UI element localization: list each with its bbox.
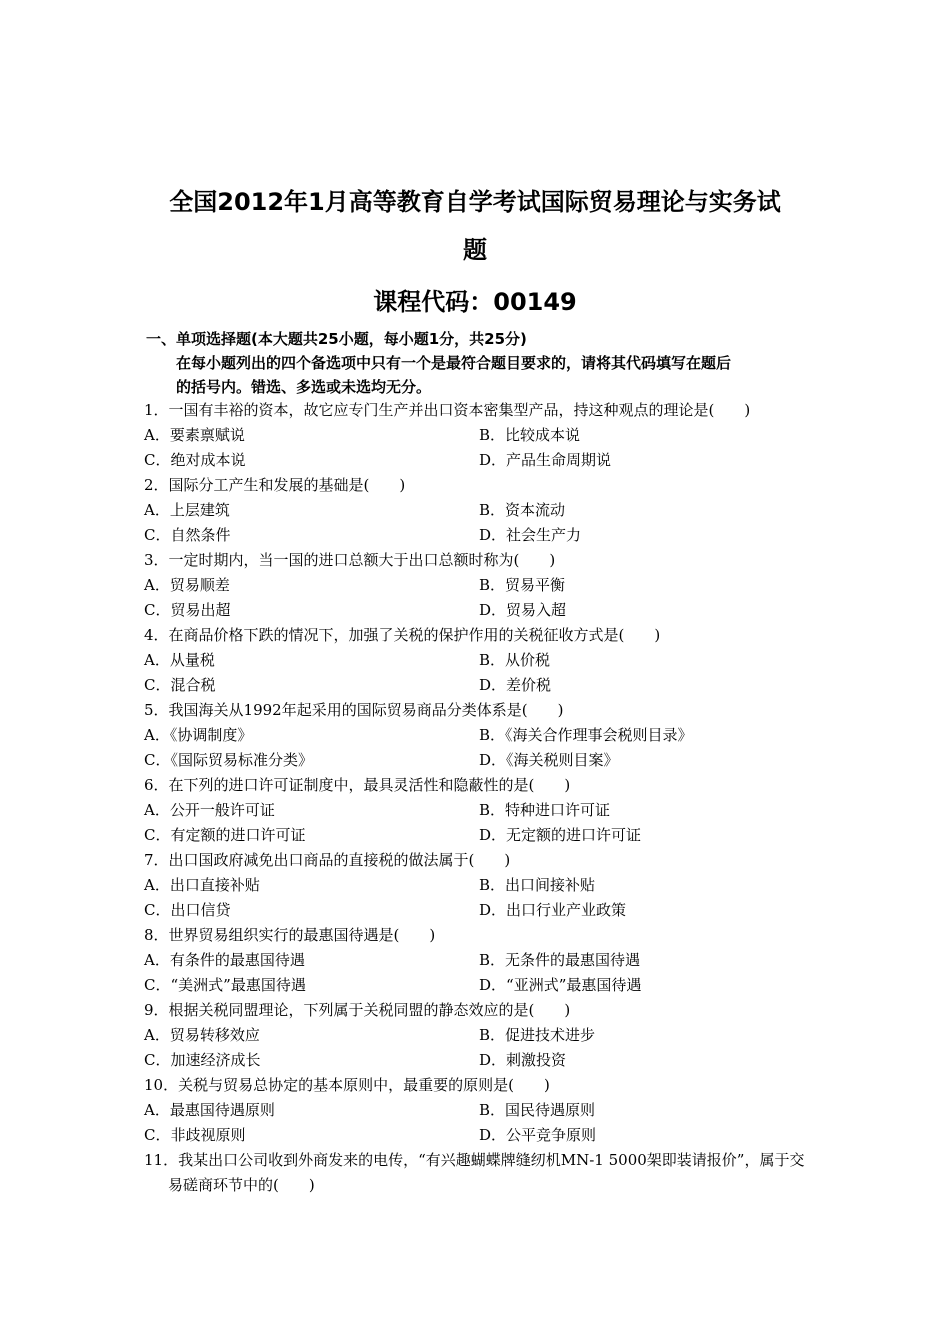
options-row xyxy=(144,823,814,848)
question-stem-6: 6．在下列的进口许可证制度中，最具灵活性和隐蔽性的是( ) xyxy=(144,776,571,794)
option-b: B．国民待遇原则 xyxy=(479,1101,596,1119)
options-row xyxy=(144,898,814,923)
options-row xyxy=(144,1123,814,1148)
option-d: D．无定额的进口许可证 xyxy=(479,826,642,844)
options-row xyxy=(144,573,814,598)
question-stem-3: 3．一定时期内，当一国的进口总额大于出口总额时称为( ) xyxy=(144,551,556,569)
section-heading: 一、单项选择题(本大题共25小题，每小题1分，共25分) xyxy=(146,330,527,348)
option-d: D．公平竞争原则 xyxy=(479,1126,597,1144)
option-a: A．最惠国待遇原则 xyxy=(144,1101,275,1119)
option-b: B．《海关合作理事会税则目录》 xyxy=(479,726,693,744)
question-stem-1: 1．一国有丰裕的资本，故它应专门生产并出口资本密集型产品，持这种观点的理论是( ) xyxy=(144,401,751,419)
option-b: B．出口间接补贴 xyxy=(479,876,596,894)
question-stem-8: 8．世界贸易组织实行的最惠国待遇是( ) xyxy=(144,926,436,944)
question-list xyxy=(144,398,814,1198)
options-row xyxy=(144,498,814,523)
question-stem-5: 5．我国海关从1992年起采用的国际贸易商品分类体系是( ) xyxy=(144,701,564,719)
option-c: C．贸易出超 xyxy=(144,601,231,619)
option-b: B．贸易平衡 xyxy=(479,576,566,594)
options-row xyxy=(144,648,814,673)
exam-title-line2: 题 xyxy=(463,236,487,264)
options-row xyxy=(144,448,814,473)
section-instruction-line1: 在每小题列出的四个备选项中只有一个是最符合题目要求的，请将其代码填写在题后 xyxy=(176,354,732,372)
option-a: A．有条件的最惠国待遇 xyxy=(144,951,305,969)
option-b: B．从价税 xyxy=(479,651,551,669)
option-a: A．贸易顺差 xyxy=(144,576,230,594)
options-row xyxy=(144,523,814,548)
options-row xyxy=(144,598,814,623)
option-d: D．“亚洲式”最惠国待遇 xyxy=(479,976,642,994)
options-row xyxy=(144,748,814,773)
option-a: A．贸易转移效应 xyxy=(144,1026,260,1044)
option-b: B．促进技术进步 xyxy=(479,1026,596,1044)
question-stem-10: 10．关税与贸易总协定的基本原则中，最重要的原则是( ) xyxy=(144,1076,550,1094)
question-stem-4: 4．在商品价格下跌的情况下，加强了关税的保护作用的关税征收方式是( ) xyxy=(144,626,661,644)
options-row xyxy=(144,673,814,698)
option-b: B．资本流动 xyxy=(479,501,566,519)
options-row xyxy=(144,948,814,973)
options-row xyxy=(144,1048,814,1073)
option-a: A．要素禀赋说 xyxy=(144,426,245,444)
option-c: C．加速经济成长 xyxy=(144,1051,261,1069)
option-d: D．社会生产力 xyxy=(479,526,582,544)
question-stem-11: 11．我某出口公司收到外商发来的电传，“有兴趣蝴蝶牌缝纫机MN-1 5000架即装请报价”，属于交易磋商环节中的( ) xyxy=(144,1151,805,1194)
question-stem-7: 7．出口国政府减免出口商品的直接税的做法属于( ) xyxy=(144,851,511,869)
option-b: B．无条件的最惠国待遇 xyxy=(479,951,641,969)
option-a: A．从量税 xyxy=(144,651,215,669)
exam-title-line1: 全国2012年1月高等教育自学考试国际贸易理论与实务试 xyxy=(169,188,781,216)
option-c: C．“美洲式”最惠国待遇 xyxy=(144,976,306,994)
option-d: D．《海关税则目案》 xyxy=(479,751,619,769)
question-stem-2: 2．国际分工产生和发展的基础是( ) xyxy=(144,476,406,494)
option-a: A．《协调制度》 xyxy=(144,726,253,744)
options-row xyxy=(144,423,814,448)
section-instruction-line2: 的括号内。错选、多选或未选均无分。 xyxy=(176,378,432,396)
option-a: A．出口直接补贴 xyxy=(144,876,260,894)
option-b: B．特种进口许可证 xyxy=(479,801,611,819)
option-d: D．刺激投资 xyxy=(479,1051,567,1069)
option-c: C．非歧视原则 xyxy=(144,1126,246,1144)
options-row xyxy=(144,723,814,748)
course-code: 课程代码：00149 xyxy=(373,288,577,316)
option-c: C．自然条件 xyxy=(144,526,231,544)
options-row xyxy=(144,973,814,998)
option-c: C．出口信贷 xyxy=(144,901,231,919)
option-b: B．比较成本说 xyxy=(479,426,581,444)
options-row xyxy=(144,798,814,823)
option-a: A．上层建筑 xyxy=(144,501,230,519)
option-c: C．绝对成本说 xyxy=(144,451,246,469)
option-a: A．公开一般许可证 xyxy=(144,801,275,819)
option-c: C．混合税 xyxy=(144,676,216,694)
options-row xyxy=(144,1023,814,1048)
option-d: D．贸易入超 xyxy=(479,601,567,619)
option-c: C．有定额的进口许可证 xyxy=(144,826,306,844)
option-d: D．出口行业产业政策 xyxy=(479,901,627,919)
question-stem-9: 9．根据关税同盟理论，下列属于关税同盟的静态效应的是( ) xyxy=(144,1001,571,1019)
options-row xyxy=(144,1098,814,1123)
option-d: D．差价税 xyxy=(479,676,552,694)
option-c: C．《国际贸易标准分类》 xyxy=(144,751,313,769)
options-row xyxy=(144,873,814,898)
option-d: D．产品生命周期说 xyxy=(479,451,612,469)
